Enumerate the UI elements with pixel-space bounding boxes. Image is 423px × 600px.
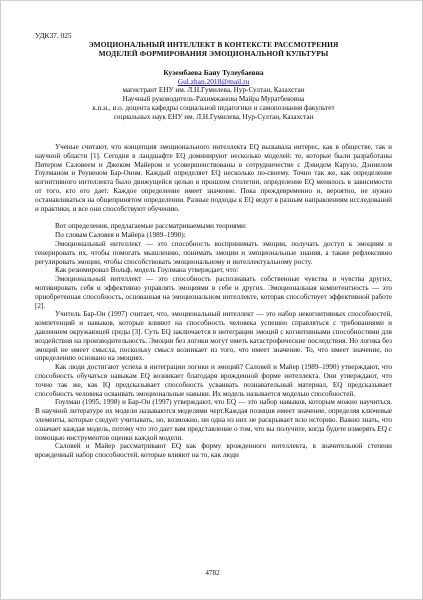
author-email[interactable]: [35, 77, 392, 86]
paragraph-intro: Ученые считают, что концепция эмоционального интеллекта EQ вызывала интерес, как в обществе, так и научной области [1]. Сегодня в ландшафте EQ доминируют несколько моделей: те, которые были разработаны Питером Саловеем и Джеком Майером и усовершенствованы в сотрудничестве с Дэвидом Карузо, Дэниелом Гоулманом и Реувеном Бар-Оном. Каждый определяет EQ несколько по-своему. Точно так же, как определение когнитивного интеллекта было движущейся целью в прошлом столетии, определение EQ менялось в зависимости от того, кто его дает. Каждое определение имеет значение. Пока преждевременно и, вероятно, не нужно останавливаться на общепринятом определении. Разные подходы к EQ ведут в разным направлениям исследований и практики, и все они способствуют обучению.: [35, 143, 392, 213]
paragraph-integration: Как люди достигают успеха в интеграции логики и эмоций? Саловей и Майер (1989–1990) утверждают, что способность обучаться навыкам EQ возникает благодаря врожденной форме интеллекта. Они утверждают, что точно так же, как IQ предсказывает способность усваивать познавательный материал, EQ предсказывает способность человека осваивать эмоциональные навыки. Их модель называется моделью способностей.: [35, 363, 392, 398]
article-body: [35, 143, 392, 460]
paragraph-salovey-mayer-lead: По словам Саловея и Майера (1989–1990):: [55, 231, 186, 240]
page-number: 4782: [205, 569, 220, 577]
affiliation-line-3: к.п.н., и.о. доцента кафедры социальной педагогики и самопознания факультет: [92, 104, 335, 112]
paragraph-wolf-lead: Как резюмировал Вольф, модель Гоулмана утверждает, что:: [55, 266, 239, 275]
affiliation-line-4: социальных наук ЕНУ им. Л.Н.Гумилева, Нур-Султан, Казахстан: [113, 113, 314, 121]
paragraph-definitions-lead: Вот определения, предлагаемые рассматриваемыми теориями:: [55, 222, 247, 231]
paragraph-salovey-mayer-view: Саловей и Майер рассматривают EQ как форму врожденного интеллекта, в значительной степени врожденный набор способностей, которые влияют на то, как люди: [35, 442, 392, 460]
paragraph-salovey-mayer-definition: Эмоциональный интеллект — это способность воспринимать эмоции, получать доступ к эмоциям и генерировать их, чтобы помогать мышлению, понимать эмоции и эмоциональные знания, а также рефлексивно регулировать эмоции, чтобы способствовать эмоциональному и интеллектуальному росту.: [35, 239, 392, 266]
affiliation-line-1: магистрант ЕНУ им. Л.Н.Гумилева, Нур-Султан, Казахстан: [122, 86, 305, 94]
affiliation-line-2: Научный руководитель-Рахимжанова Майра Муратбековна: [122, 95, 305, 103]
title-line-1: ЭМОЦИОНАЛЬНЫЙ ИНТЕЛЛЕКТ В КОНТЕКСТЕ РАССМОТРЕНИЯ: [88, 40, 339, 49]
email-link[interactable]: Gul.zhan.2018@mail.ru: [177, 77, 250, 86]
udk-code: УДК37. 025: [35, 31, 72, 40]
author-name: Кузембаева Бану Тулеубаевна: [163, 68, 264, 77]
paragraph-bar-on: Учитель Бар-Он (1997) считает, что, эмоциональный интеллект — это набор некогнитивных способностей, компетенций и навыков, которые влияют на способность человека успешно справляться с требованиями и давлением окружающей среды [3]. Суть EQ заключается в интеграции эмоций с когнитивными способностями для воздействия на производительность. Эмоции без логики могут иметь катастрофические последствия. Но логика без эмоций не имеет смысла, поскольку смысл возникает из того, что имеет значение. То, что имеет значение, по определению основано на эмоциях.: [35, 310, 392, 363]
page-content: [35, 31, 392, 460]
paragraph-trait-models: Гоулман (1995, 1998) и Бар-Он (1997) утверждают, что EQ — это набор навыков, которым можно научиться. В научной литературе их модели называются моделями черт.Каждая позиция имеет значение, определяя ключевые элементы, которые следует учитывать, но, возможно, ни одна из них не раскрывает всю историю. Важно знать, что означает каждая модель, потому что это дает вам представление о том, что вы получите, когда будете измерять EQ с помощью инструментов оценки каждой модели.: [35, 398, 392, 442]
paragraph-goleman-definition: Эмоциональный интеллект — это способность распознавать собственные чувства и чувства других, мотивировать себя и эффективно управлять эмоциями в себе и других. Эмоциональная компетентность — это приобретенная способность, основанная на эмоциональном интеллекте, которая способствует эффективной работе [2].: [35, 275, 392, 310]
title-line-2: МОДЕЛЕЙ ФОРМИРОВАНИЯ ЭМОЦИОНАЛЬНОЙ КУЛЬТУРЫ: [98, 49, 329, 58]
